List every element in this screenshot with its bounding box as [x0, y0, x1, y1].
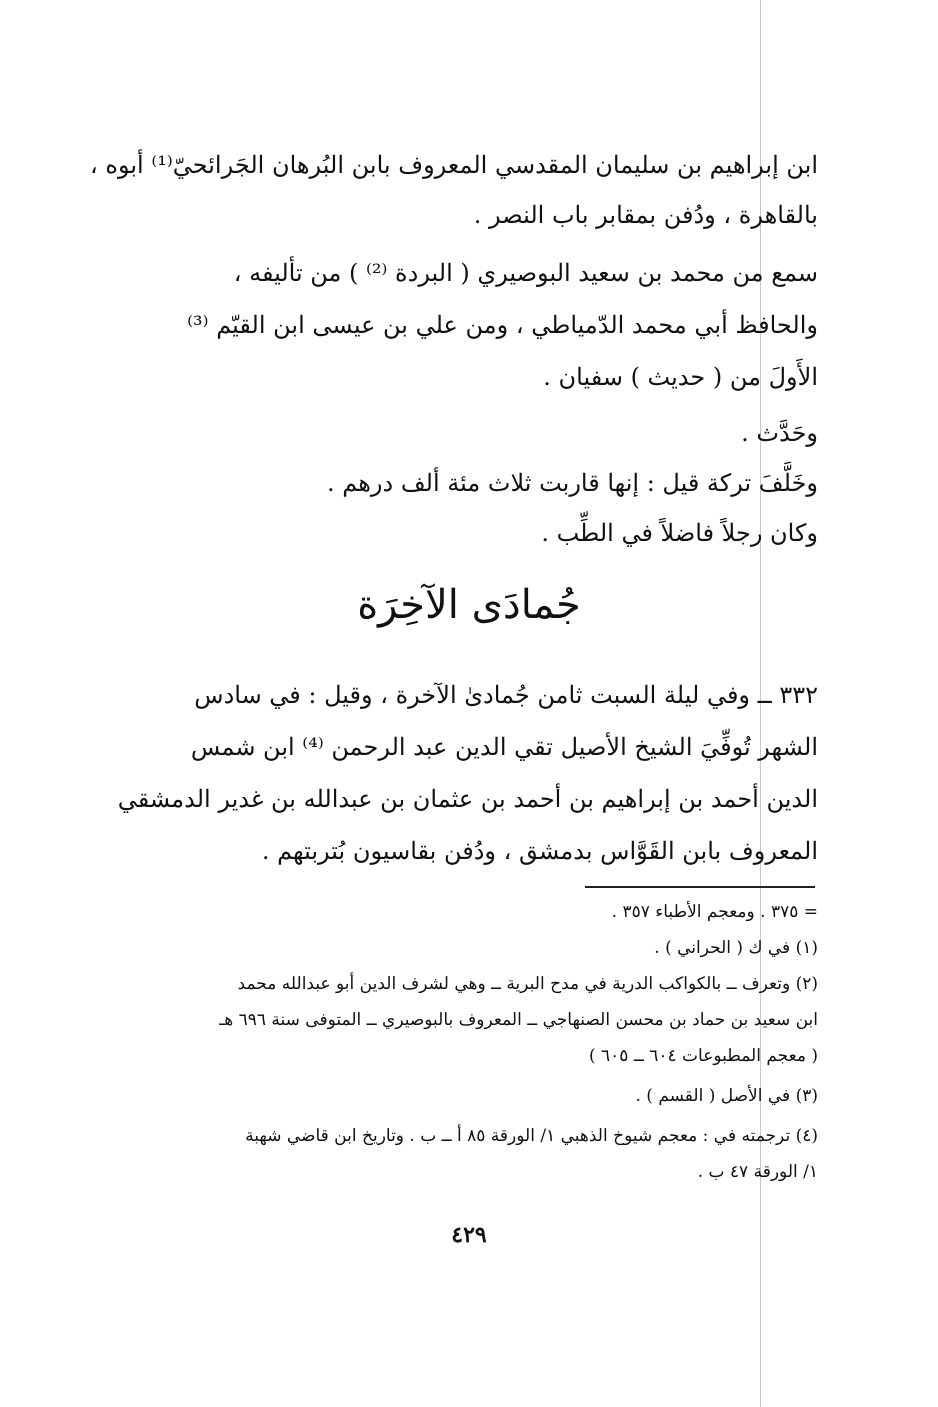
footnote-line-7: (٤) ترجمته في : معجم شيوخ الذهبي ١/ الورقة ٨٥ أ ــ ب . وتاريخ ابن قاضي شهبة	[245, 1126, 818, 1146]
body-line-4: والحافظ أبي محمد الدّمياطي ، ومن علي بن عيسى ابن القيّم ⁽³⁾	[187, 311, 818, 339]
body-line-5: الأَولَ من ( حديث ) سفيان .	[543, 363, 818, 391]
footnote-rule	[585, 886, 815, 888]
entry-line-2: الشهر تُوفِّيَ الشيخ الأصيل تقي الدين عبد الرحمن ⁽⁴⁾ ابن شمس	[190, 733, 818, 761]
section-heading: جُمادَى الآخِرَة	[357, 582, 581, 628]
body-line-1: ابن إبراهيم بن سليمان المقدسي المعروف بابن البُرهان الجَرائحيّ⁽¹⁾ أبوه ،	[90, 151, 818, 179]
footnote-line-6: (٣) في الأصل ( القسم ) .	[635, 1086, 818, 1106]
footnote-line-2: (١) في ك ( الحراني ) .	[654, 938, 818, 958]
body-line-6: وحَدَّث .	[741, 419, 818, 447]
body-line-8: وكان رجلاً فاضلاً في الطِّب .	[541, 519, 818, 547]
footnote-line-5: ( معجم المطبوعات ٦٠٤ ــ ٦٠٥ )	[589, 1046, 818, 1066]
entry-line-4: المعروف بابن القَوَّاس بدمشق ، ودُفن بقاسيون بُتربتهم .	[261, 837, 818, 865]
footnote-line-8: ١/ الورقة ٤٧ ب .	[697, 1162, 818, 1182]
body-line-3: سمع من محمد بن سعيد البوصيري ( البردة ⁽²⁾ ) من تأليفه ،	[233, 259, 818, 287]
body-line-7: وخَلَّفَ تركة قيل : إنها قاربت ثلاث مئة ألف درهم .	[327, 469, 818, 497]
page-number: ٤٢٩	[451, 1222, 487, 1248]
entry-line-1: ٣٣٢ ــ وفي ليلة السبت ثامن جُمادىٰ الآخرة ، وقيل : في سادس	[194, 681, 818, 709]
footnote-line-1: = ٣٧٥ . ومعجم الأطباء ٣٥٧ .	[611, 902, 818, 922]
body-line-2: بالقاهرة ، ودُفن بمقابر باب النصر .	[473, 201, 818, 229]
footnote-line-3: (٢) وتعرف ــ بالكواكب الدرية في مدح البرية ــ وهي لشرف الدين أبو عبدالله محمد	[237, 974, 818, 994]
entry-line-3: الدين أحمد بن إبراهيم بن أحمد بن عثمان بن عبدالله بن غدير الدمشقي	[117, 785, 818, 813]
footnote-line-4: ابن سعيد بن حماد بن محسن الصنهاجي ــ المعروف بالبوصيري ــ المتوفى سنة ٦٩٦ هـ	[219, 1010, 818, 1030]
